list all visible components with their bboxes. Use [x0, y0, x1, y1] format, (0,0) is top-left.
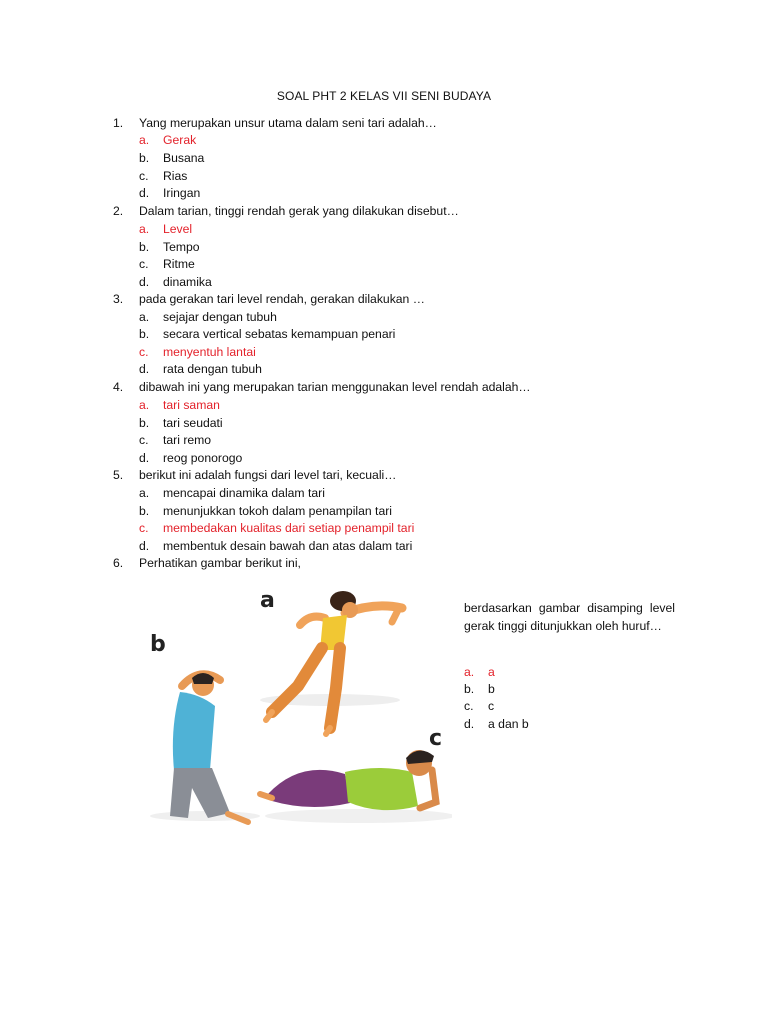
question-text: berikut ini adalah fungsi dari level tari, kecuali…	[139, 468, 397, 482]
dancer-c-figure	[260, 750, 452, 823]
option-5d: d. membentuk desain bawah dan atas dalam tari	[139, 539, 413, 553]
option-1d: d. Iringan	[139, 186, 201, 200]
option-6c: c. c	[464, 699, 495, 713]
figure-label-c: c	[429, 726, 443, 751]
question-number: 6.	[113, 556, 124, 570]
page-title: SOAL PHT 2 KELAS VII SENI BUDAYA	[276, 89, 492, 103]
dance-level-illustration	[140, 588, 452, 846]
option-2d: d. dinamika	[139, 275, 212, 289]
option-2b: b. Tempo	[139, 240, 200, 254]
question-number: 3.	[113, 292, 124, 306]
question-number: 1.	[113, 116, 124, 130]
question-text: Dalam tarian, tinggi rendah gerak yang dilakukan disebut…	[139, 204, 459, 218]
option-5a: a. mencapai dinamika dalam tari	[139, 486, 325, 500]
question-number: 4.	[113, 380, 124, 394]
option-2a: a. Level	[139, 222, 193, 236]
question-number: 5.	[113, 468, 124, 482]
option-5b: b. menunjukkan tokoh dalam penampilan tari	[139, 504, 392, 518]
option-4d: d. reog ponorogo	[139, 451, 243, 465]
option-1a: a. Gerak	[139, 133, 197, 147]
option-3d: d. rata dengan tubuh	[139, 362, 262, 376]
dancers-image	[140, 588, 452, 846]
option-1b: b. Busana	[139, 151, 205, 165]
figure-label-a: a	[260, 588, 275, 613]
dancer-a-figure	[260, 591, 402, 734]
option-3b: b. secara vertical sebatas kemampuan penari	[139, 327, 396, 341]
option-4c: c. tari remo	[139, 433, 212, 447]
question-text: Perhatikan gambar berikut ini,	[139, 556, 301, 570]
option-5c: c. membedakan kualitas dari setiap penampil tari	[139, 521, 415, 535]
option-4a: a. tari saman	[139, 398, 220, 412]
option-6b: b. b	[464, 682, 495, 696]
question-text: Yang merupakan unsur utama dalam seni tari adalah…	[139, 116, 437, 130]
option-1c: c. Rias	[139, 169, 188, 183]
option-3c: c. menyentuh lantai	[139, 345, 256, 359]
option-6d: d. a dan b	[464, 717, 529, 731]
question-number: 2.	[113, 204, 124, 218]
figure-label-b: b	[150, 632, 166, 657]
option-6a: a. a	[464, 665, 495, 679]
dancer-b-figure	[150, 673, 260, 822]
option-3a: a. sejajar dengan tubuh	[139, 310, 277, 324]
question-text: pada gerakan tari level rendah, gerakan dilakukan …	[139, 292, 425, 306]
option-2c: c. Ritme	[139, 257, 195, 271]
option-4b: b. tari seudati	[139, 416, 223, 430]
question-6-prompt: berdasarkan gambar disamping level gerak tinggi ditunjukkan oleh huruf…	[464, 601, 675, 633]
question-text: dibawah ini yang merupakan tarian menggunakan level rendah adalah…	[139, 380, 531, 394]
